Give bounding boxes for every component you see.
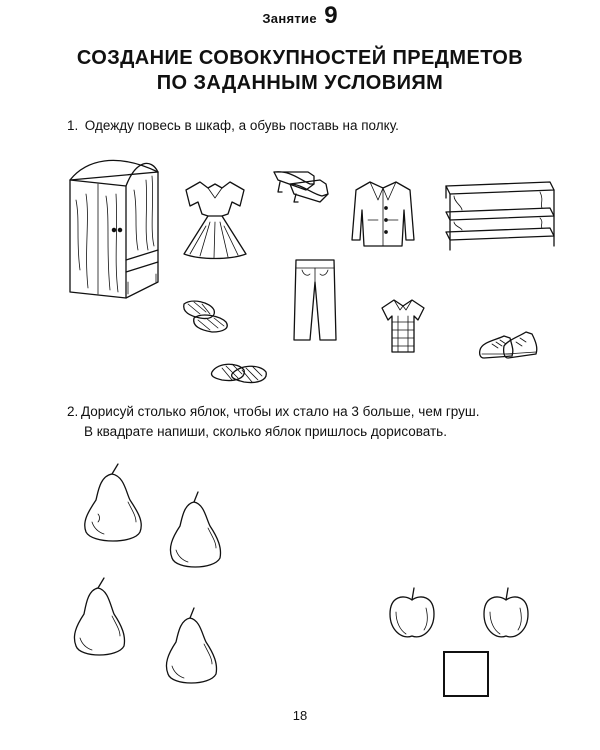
page-title: [0, 46, 600, 96]
apple-icon: [386, 586, 438, 642]
pear-icon: [160, 608, 222, 688]
shirt-icon: [378, 296, 428, 356]
task-2-line-2: В квадрате напиши, сколько яблок пришлось дорисовать.: [84, 424, 447, 439]
sandals-icon: [180, 296, 234, 336]
answer-box[interactable]: [443, 651, 489, 697]
sneakers-icon: [476, 328, 542, 368]
lesson-number: 9: [324, 2, 338, 29]
title-line-1: СОЗДАНИЕ СОВОКУПНОСТЕЙ ПРЕДМЕТОВ: [76, 47, 524, 69]
dress-icon: [180, 178, 250, 260]
jacket-icon: [348, 178, 418, 250]
pear-icon: [164, 492, 226, 572]
apple-icon: [480, 586, 532, 642]
wardrobe-icon: [66, 150, 166, 300]
women-shoes-icon: [270, 162, 332, 204]
lesson-label: Занятие: [262, 11, 317, 26]
slippers-icon: [208, 356, 272, 388]
trousers-icon: [288, 256, 342, 344]
page-number: 18: [292, 708, 308, 723]
lesson-heading: [0, 2, 600, 30]
task-1: [67, 116, 399, 136]
shoe-shelf-icon: [440, 176, 560, 256]
task-2-number: 2.: [67, 404, 79, 419]
task-1-text: Одежду повесь в шкаф, а обувь поставь на полку.: [84, 118, 399, 133]
title-line-2: ПО ЗАДАННЫМ УСЛОВИЯМ: [156, 72, 444, 94]
task-1-number: 1.: [67, 118, 79, 133]
task-2: [67, 402, 479, 442]
pear-icon: [78, 462, 150, 546]
pear-icon: [68, 578, 130, 660]
task-2-text-1: Дорисуй столько яблок, чтобы их стало на 3 больше, чем груш.: [81, 404, 480, 419]
task-2-line-1: [67, 402, 479, 422]
